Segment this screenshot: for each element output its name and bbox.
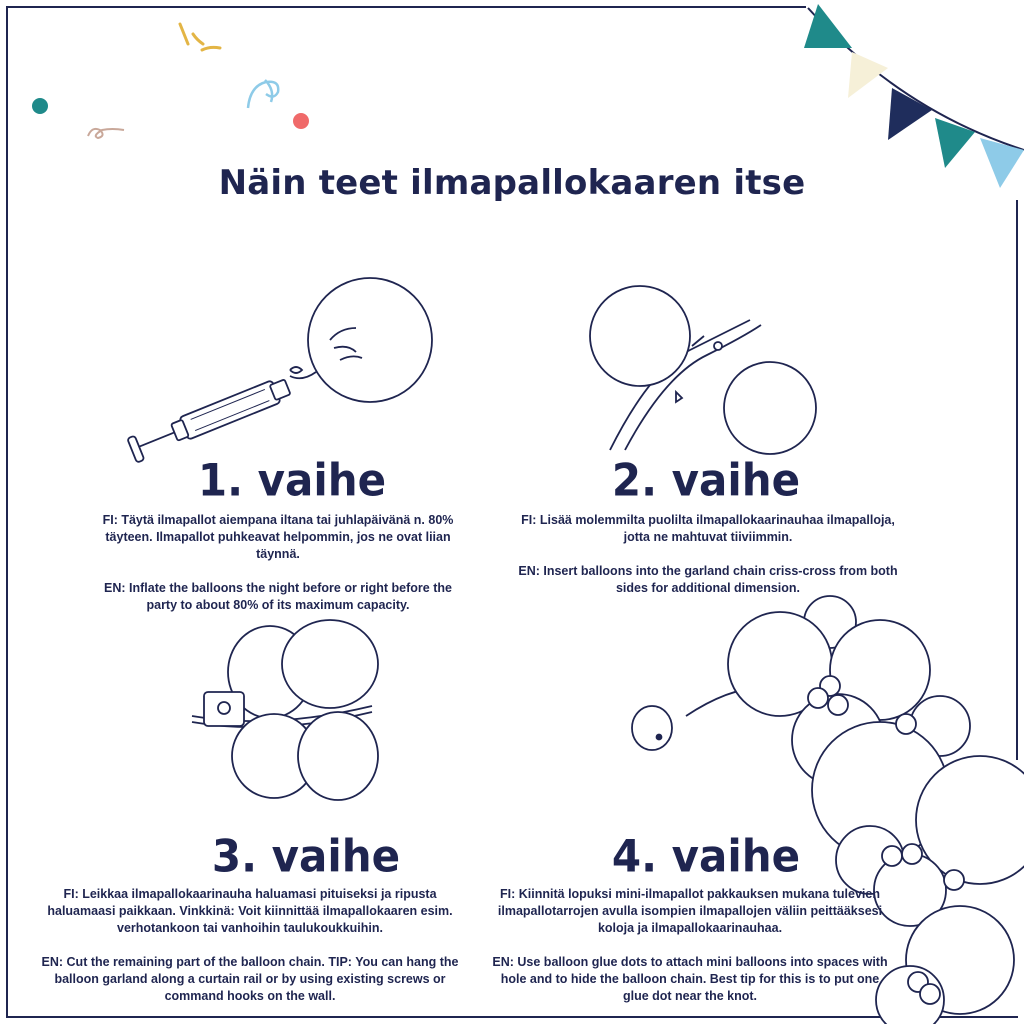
confetti-decoration (32, 24, 309, 138)
step-2-heading: 2. vaihe (611, 454, 801, 507)
step-1-text (88, 512, 468, 614)
step-1-heading: 1. vaihe (197, 454, 387, 507)
step-2-text (518, 512, 898, 597)
step-4-text (490, 886, 890, 1005)
step-1-en: EN: Inflate the balloons the night before or right before the party to about 80% of its maximum capacity. (104, 581, 452, 612)
step-3-en: EN: Cut the remaining part of the balloon chain. TIP: You can hang the balloon garland along a curtain rail or by using existing screws or command hooks on the wall. (41, 955, 459, 1003)
step-2-en: EN: Insert balloons into the garland chain criss-cross from both sides for additional dimension. (518, 564, 898, 595)
step-3-heading: 3. vaihe (211, 830, 401, 883)
garland-hanging-icon (192, 620, 378, 800)
step-4-heading: 4. vaihe (611, 830, 801, 883)
step-4-fi: FI: Kiinnitä lopuksi mini-ilmapallot pakkauksen mukana tulevien ilmapallotarrojen avulla isompien ilmapallojen väliin peittääksesi koloja ja ilmapallokaarinauhaa. (497, 887, 883, 935)
step-3-text (40, 886, 460, 1005)
step-3-fi: FI: Leikkaa ilmapallokaarinauha haluamasi pituiseksi ja ripusta haluamaasi paikkaan. Vinkkinä: Voit kiinnittää ilmapallokaaren esim. verhotankoon tai vanhoihin taulukoukkuihin. (47, 887, 453, 935)
step-4-en: EN: Use balloon glue dots to attach mini balloons into spaces with hole and to hide the balloon chain. Best tip for this is to put one glue dot near the knot. (492, 955, 888, 1003)
step-2-fi: FI: Lisää molemmilta puolilta ilmapallokaarinauhaa ilmapalloja, jotta ne mahtuvat tiiviimmin. (521, 513, 895, 544)
balloon-pump-icon (127, 278, 432, 463)
bunting-decoration (804, 4, 1024, 188)
page-title: Näin teet ilmapallokaaren itse (218, 163, 806, 203)
step-1-fi: FI: Täytä ilmapallot aiempana iltana tai juhlapäivänä n. 80% täyteen. Ilmapallot puhkeavat helpommin, jos ne ovat liian täynnä. (102, 513, 454, 561)
balloon-chain-icon (590, 286, 816, 454)
